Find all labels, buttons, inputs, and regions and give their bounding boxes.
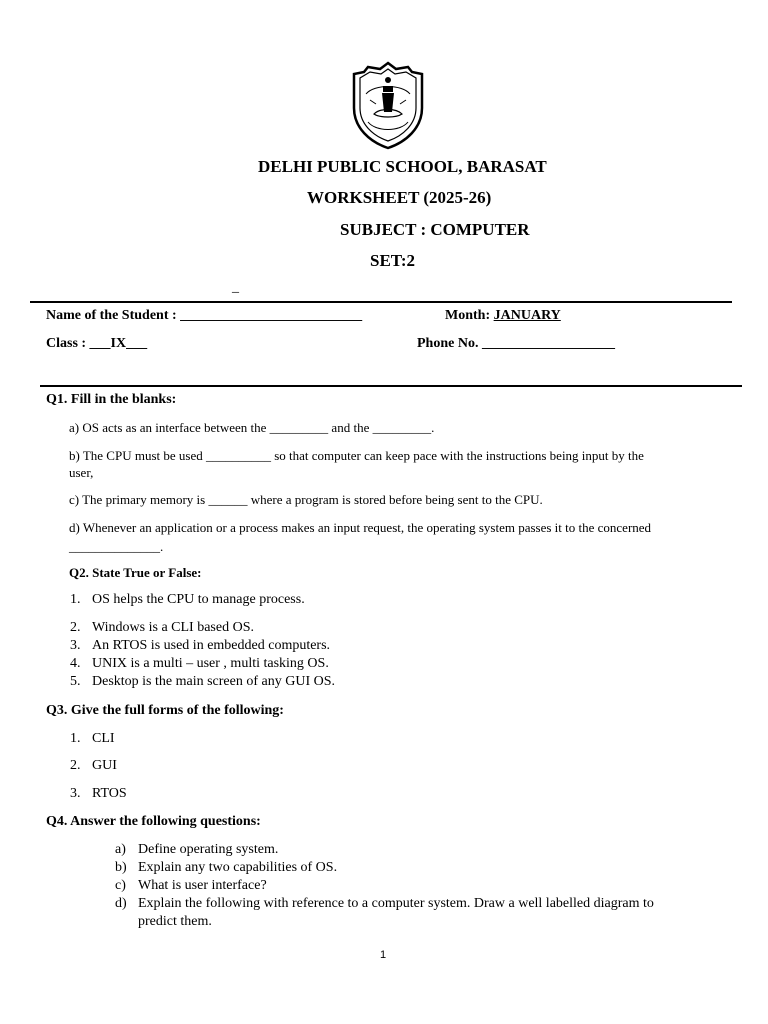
q4-item-text: Define operating system. — [138, 842, 279, 857]
q4-item-letter: a) — [115, 842, 126, 857]
q3-item-number: 2. — [70, 758, 81, 773]
q4-item-text: Explain the following with reference to a computer system. Draw a well labelled diagram to — [138, 896, 654, 911]
q3-item-2 — [70, 758, 117, 774]
student-name-label: Name of the Student : — [46, 308, 177, 323]
q2-item-4 — [70, 656, 329, 672]
phone-label: Phone No. — [417, 336, 479, 351]
class-field: Class : ___IX___ — [46, 336, 148, 351]
top-divider — [30, 301, 732, 303]
q1-item-b — [69, 448, 644, 481]
q1-item-d — [69, 520, 651, 555]
q2-item-2 — [70, 620, 254, 636]
q2-title: Q2. State True or False: — [69, 565, 202, 580]
q2-item-text: UNIX is a multi – user , multi tasking OS. — [92, 656, 329, 671]
q3-item-text: RTOS — [92, 786, 127, 801]
q4-item-text: What is user interface? — [138, 878, 267, 893]
school-name: DELHI PUBLIC SCHOOL, BARASAT — [258, 157, 547, 176]
info-divider — [40, 385, 742, 387]
q2-item-text: An RTOS is used in embedded computers. — [92, 638, 331, 653]
phone-line — [417, 336, 615, 352]
worksheet-title: WORKSHEET (2025-26) — [307, 188, 492, 207]
q3-item-3 — [70, 786, 127, 802]
q2-item-number: 2. — [70, 620, 81, 635]
q3-item-number: 3. — [70, 786, 81, 801]
q2-item-number: 1. — [70, 592, 81, 607]
q1-item-c: c) The primary memory is ______ where a program is stored before being sent to the CPU. — [69, 492, 543, 507]
q3-item-text: CLI — [92, 731, 115, 746]
q4-item-c — [115, 878, 267, 894]
q4-title: Q4. Answer the following questions: — [46, 814, 261, 829]
student-name-blank: __________________________ — [180, 308, 363, 323]
q3-item-number: 1. — [70, 731, 81, 746]
q1-item-d-line1: d) Whenever an application or a process makes an input request, the operating system passes it to the concerned — [69, 520, 652, 535]
q2-item-text: Desktop is the main screen of any GUI OS. — [92, 674, 336, 689]
q4-item-text: Explain any two capabilities of OS. — [138, 860, 338, 875]
subject-title: SUBJECT : COMPUTER — [340, 220, 530, 239]
q2-item-text: Windows is a CLI based OS. — [92, 620, 254, 635]
q4-item-a — [115, 842, 278, 858]
q1-item-b-line1: b) The CPU must be used __________ so that computer can keep pace with the instructions being input by the — [69, 448, 644, 463]
month-label: Month: — [445, 308, 491, 323]
school-crest-logo — [350, 60, 426, 150]
month-line — [445, 308, 561, 324]
q1-item-b-line2: user, — [69, 465, 94, 480]
q2-item-number: 3. — [70, 638, 81, 653]
q4-item-d-continuation: predict them. — [138, 914, 212, 929]
student-name-line — [46, 308, 362, 324]
set-label: SET:2 — [370, 251, 416, 270]
page-number: 1 — [380, 949, 387, 961]
q2-item-number: 4. — [70, 656, 81, 671]
q3-item-1 — [70, 731, 115, 747]
q1-item-a: a) OS acts as an interface between the _________ and the _________. — [69, 420, 435, 435]
month-value: JANUARY — [493, 308, 561, 323]
q2-item-text: OS helps the CPU to manage process. — [92, 592, 305, 607]
q3-title: Q3. Give the full forms of the following: — [46, 703, 284, 718]
q1-item-d-line2: ______________. — [69, 539, 164, 554]
q2-item-number: 5. — [70, 674, 81, 689]
phone-blank: ___________________ — [481, 336, 615, 351]
q4-item-b — [115, 860, 337, 876]
q2-item-3 — [70, 638, 330, 654]
q3-item-text: GUI — [92, 758, 117, 773]
crest-icon — [350, 60, 426, 150]
q2-item-5 — [70, 674, 335, 690]
q1-title: Q1. Fill in the blanks: — [46, 392, 177, 407]
q2-item-1 — [70, 592, 305, 608]
q4-item-letter: b) — [115, 860, 127, 875]
q4-item-letter: c) — [115, 878, 126, 893]
stray-mark: _ — [232, 280, 239, 295]
q4-item-letter: d) — [115, 896, 127, 911]
q4-item-d — [115, 896, 654, 912]
